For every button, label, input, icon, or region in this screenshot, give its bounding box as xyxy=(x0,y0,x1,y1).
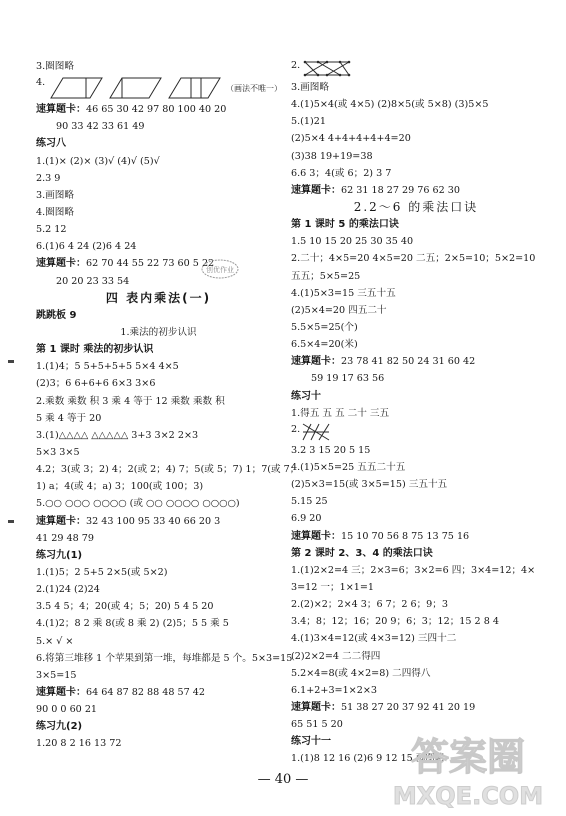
svg-text:创优作业: 创优作业 xyxy=(206,266,234,274)
exercise-heading: 练习九(1) xyxy=(36,549,83,561)
parallelogram-drawings xyxy=(36,75,281,101)
answer-line: 5.(1)21 xyxy=(291,116,326,128)
answer-number: 2. xyxy=(291,423,301,435)
quick-calc-line: 速算题卡：32 43 100 95 33 40 66 20 3 xyxy=(36,515,221,527)
answer-line: 3.5 4 5；4；20(或 4；5；20) 5 4 5 20 xyxy=(36,601,214,613)
answer-line: 5.15 25 xyxy=(291,496,328,508)
lesson-heading: 第 2 课时 2、3、4 的乘法口诀 xyxy=(291,547,433,559)
answer-line: 1.得五 五 五 二十 三五 xyxy=(291,407,390,419)
answer-line: 3×5=15 xyxy=(36,669,77,681)
page-number: — 40 — xyxy=(257,772,309,787)
answer-line: (2)5×4=20 四五二十 xyxy=(291,304,387,316)
crossing-lines-drawing xyxy=(291,58,411,79)
answer-line: 1.5 10 15 20 25 30 35 40 xyxy=(291,236,414,248)
answer-line: 1) a；4(或 4；a) 3；100(或 100；3) xyxy=(36,481,204,493)
quick-calc-line: 速算题卡：62 70 44 55 22 73 60 5 22 xyxy=(36,258,215,270)
answer-line: 5.2×4=8(或 4×2=8) 二四得八 xyxy=(291,667,431,679)
answer-line: (2)2×2=4 二二得四 xyxy=(291,650,381,662)
lesson-heading: 第 1 课时 5 的乘法口诀 xyxy=(291,219,399,231)
answer-line: 4.(1)3×4=12(或 4×3=12) 三四十二 xyxy=(291,633,457,645)
quick-calc-line: 速算题卡：15 10 70 56 8 75 13 75 16 xyxy=(291,530,470,542)
answer-line: 5.× √ × xyxy=(36,635,74,647)
exercise-heading: 练习九(2) xyxy=(36,721,83,733)
answer-line: 4.2；3(或 3；2) 4；2(或 2；4) 7；5(或 5；7) 1；7(或 7； xyxy=(36,464,300,476)
answer-line: 1.(1)5；2 5+5 2×5(或 5×2) xyxy=(36,566,168,578)
answer-line: 3=12 一；1×1=1 xyxy=(291,581,374,593)
answer-line: 5.5×5=25(个) xyxy=(291,321,358,333)
margin-mark xyxy=(8,520,14,523)
answer-line: (2)5×3=15(或 3×5=15) 三五十五 xyxy=(291,479,448,491)
section-title: 2.2～6 的乘法口诀 xyxy=(353,199,479,214)
figure-note: （画法不唯一） xyxy=(226,84,281,94)
svg-text:答案圈: 答案圈 xyxy=(410,735,526,779)
answer-number: 2. xyxy=(291,60,301,71)
svg-text:MXQE.COM: MXQE.COM xyxy=(392,782,544,810)
answer-line: 6.1+2+3=1×2×3 xyxy=(291,684,377,696)
answer-number: 4. xyxy=(36,77,46,89)
answer-line: (2)3；6 6+6+6 6×3 3×6 xyxy=(36,378,156,390)
answer-line: 3.2 3 15 20 5 15 xyxy=(291,444,371,456)
answer-line: (3)38 19+19=38 xyxy=(291,150,373,162)
answer-line: 2.3 9 xyxy=(36,172,61,184)
answer-line: 3.圈图略 xyxy=(36,61,74,72)
answer-line: 2.乘数 乘数 积 3 乘 4 等于 12 乘数 乘数 积 xyxy=(36,395,225,407)
answer-line: 20 20 23 33 54 xyxy=(56,275,130,287)
lesson-heading: 第 1 课时 乘法的初步认识 xyxy=(36,344,154,356)
answer-line: 3.4；8；12；16；20 9；6；3；12；15 2 8 4 xyxy=(291,616,499,628)
answer-line: 4.(1)5×4(或 4×5) (2)8×5(或 5×8) (3)5×5 xyxy=(291,99,489,111)
answer-line: 3.画图略 xyxy=(291,82,329,93)
quick-calc-line: 速算题卡：62 31 18 27 29 76 62 30 xyxy=(291,184,461,196)
answer-line: (2)5×4 4+4+4+4+4=20 xyxy=(291,133,411,145)
line-matching-figure xyxy=(291,58,541,79)
exercise-heading: 练习十一 xyxy=(291,736,331,748)
answer-line: 6.5×4=20(米) xyxy=(291,339,358,351)
answer-line: 1.(1)8 12 16 (2)6 9 12 15 画图略 xyxy=(291,753,445,765)
answer-line: 90 0 0 60 21 xyxy=(36,704,98,716)
quick-calc-line: 速算题卡：64 64 87 82 88 48 57 42 xyxy=(36,686,206,698)
parallelogram-figure xyxy=(36,75,281,101)
answer-line: 1.20 8 2 16 13 72 xyxy=(36,738,122,750)
exercise-heading: 练习八 xyxy=(36,138,66,150)
answer-line: 5×3 3×5 xyxy=(36,446,80,458)
left-column xyxy=(36,58,300,752)
answer-line: 6.将第三堆移 1 个苹果到第一堆，每堆都是 5 个。5×3=15 xyxy=(36,652,293,664)
section-title: 1.乘法的初步认识 xyxy=(120,326,197,338)
answer-line: 1.(1)× (2)× (3)√ (4)√ (5)√ xyxy=(36,155,160,167)
answer-line: 2.(1)24 (2)24 xyxy=(36,584,100,596)
crossing-lines-drawing xyxy=(291,422,371,442)
answer-line: 五五；5×5=25 xyxy=(291,270,361,282)
answer-line: 4.圈图略 xyxy=(36,206,74,218)
answer-line: 59 19 17 63 56 xyxy=(311,373,385,385)
watermark-logo xyxy=(378,726,558,812)
answer-line: 2.(2)×2；2×4 3；6 7；2 6；9；3 xyxy=(291,599,448,611)
answer-line: 1.(1)2×2=4 三；2×3=6；3×2=6 四；3×4=12；4× xyxy=(291,564,536,576)
answer-line: 6.9 20 xyxy=(291,513,322,525)
quick-calc-line: 速算题卡：51 38 27 20 37 92 41 20 19 xyxy=(291,701,476,713)
exercise-heading: 练习十 xyxy=(291,390,321,402)
line-matching-figure xyxy=(291,422,541,442)
margin-mark xyxy=(8,360,14,363)
answer-line: 90 33 42 33 61 49 xyxy=(56,121,145,133)
answer-line: 5.2 12 xyxy=(36,224,67,236)
answer-line: 4.(1)5×3=15 三五十五 xyxy=(291,287,396,299)
unit-title: 四 表内乘法(一) xyxy=(105,290,212,305)
warmup-line: 跳跳板 9 xyxy=(36,309,77,321)
answer-line: 6.(1)6 4 24 (2)6 4 24 xyxy=(36,241,137,253)
answer-line: 41 29 48 79 xyxy=(36,532,94,544)
quick-calc-line: 速算题卡：23 78 41 82 50 24 31 60 42 xyxy=(291,356,476,368)
answer-line: 3.画图略 xyxy=(36,189,74,201)
answer-line: 1.(1)4；5 5+5+5+5 5×4 4×5 xyxy=(36,361,179,373)
answer-line: 4.(1)5×5=25 五五二十五 xyxy=(291,461,406,473)
answer-line: 4.(1)2；8 2 乘 8(或 8 乘 2) (2)5；5 5 乘 5 xyxy=(36,618,229,630)
quick-calc-line: 速算题卡：46 65 30 42 97 80 100 40 20 xyxy=(36,104,227,116)
answer-line: 5.○○ ○○○ ○○○○ (或 ○○ ○○○○ ○○○○) xyxy=(36,498,240,510)
answer-line: 3.(1)△△△△ △△△△△ 3+3 3×2 2×3 xyxy=(36,429,199,441)
right-column xyxy=(291,58,541,767)
answer-line: 2.二十；4×5=20 4×5=20 二五；2×5=10；5×2=10 xyxy=(291,253,536,265)
answer-line: 5 乘 4 等于 20 xyxy=(36,412,102,424)
stamp-seal xyxy=(200,258,240,280)
answer-line: 65 51 5 20 xyxy=(291,719,343,731)
answer-line: 6.6 3；4(或 6；2) 3 7 xyxy=(291,167,392,179)
